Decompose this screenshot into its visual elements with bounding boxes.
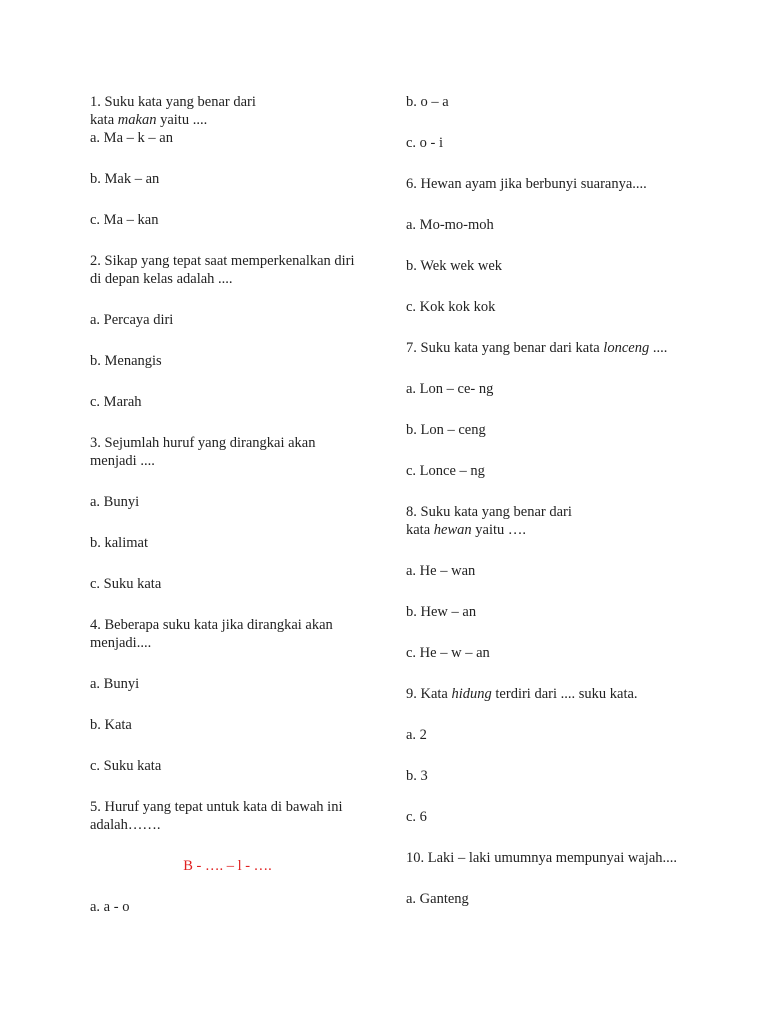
question-1 — [90, 93, 365, 147]
question-10-option-a: a. Ganteng — [406, 891, 469, 907]
question-8-option-b: b. Hew – an — [406, 604, 477, 620]
question-1-option-b: b. Mak – an — [90, 171, 160, 187]
question-5-option-c: c. o - i — [406, 135, 444, 151]
question-1-word: makan — [117, 112, 157, 128]
question-9-option-c: c. 6 — [406, 809, 427, 825]
question-5-pattern: B - …. – l - …. — [183, 858, 272, 874]
question-7-option-a: a. Lon – ce- ng — [406, 381, 494, 397]
question-1-line2 — [90, 111, 365, 129]
question-3-option-a: a. Bunyi — [90, 494, 140, 510]
question-4-option-c: c. Suku kata — [90, 758, 162, 774]
question-9-prefix: 9. Kata — [406, 686, 452, 702]
question-7-suffix: .... — [649, 340, 668, 356]
question-6-option-a: a. Mo-mo-moh — [406, 217, 494, 233]
question-5-option-a: a. a - o — [90, 899, 130, 915]
question-7-word: lonceng — [603, 340, 650, 356]
question-5-text: 5. Huruf yang tepat untuk kata di bawah ini adalah……. — [90, 799, 343, 833]
question-4-option-a: a. Bunyi — [90, 676, 140, 692]
question-8-line1: 8. Suku kata yang benar dari — [406, 504, 572, 520]
question-8-option-c: c. He – w – an — [406, 645, 490, 661]
question-2-option-b: b. Menangis — [90, 353, 162, 369]
question-7-option-c: c. Lonce – ng — [406, 463, 485, 479]
question-4-text: 4. Beberapa suku kata jika dirangkai akan menjadi.... — [90, 617, 333, 651]
question-6-text: 6. Hewan ayam jika berbunyi suaranya.... — [406, 176, 647, 192]
question-8-line2 — [406, 521, 706, 539]
question-1-suffix: yaitu .... — [156, 112, 208, 128]
question-8-option-a: a. He – wan — [406, 563, 476, 579]
question-3-text: 3. Sejumlah huruf yang dirangkai akan menjadi .... — [90, 435, 316, 469]
question-9-option-a: a. 2 — [406, 727, 427, 743]
question-6-option-c: c. Kok kok kok — [406, 299, 496, 315]
question-3-option-c: c. Suku kata — [90, 576, 162, 592]
question-9-suffix: terdiri dari .... suku kata. — [491, 686, 638, 702]
question-8-word: hewan — [433, 522, 472, 538]
question-10-text: 10. Laki – laki umumnya mempunyai wajah.... — [406, 850, 678, 866]
question-1-prefix: kata — [90, 112, 118, 128]
question-9-text — [406, 685, 706, 703]
question-9-option-b: b. 3 — [406, 768, 428, 784]
left-column — [90, 93, 365, 939]
question-1-option-c: c. Ma – kan — [90, 212, 159, 228]
question-2-option-c: c. Marah — [90, 394, 142, 410]
question-3-option-b: b. kalimat — [90, 535, 148, 551]
question-6-option-b: b. Wek wek wek — [406, 258, 503, 274]
question-2-option-a: a. Percaya diri — [90, 312, 174, 328]
question-8-suffix: yaitu …. — [471, 522, 527, 538]
question-1-line1: 1. Suku kata yang benar dari — [90, 94, 256, 110]
question-7-prefix: 7. Suku kata yang benar dari kata — [406, 340, 604, 356]
question-7-option-b: b. Lon – ceng — [406, 422, 486, 438]
right-column — [406, 93, 706, 931]
question-1-option-a: a. Ma – k – an — [90, 130, 173, 146]
question-9-word: hidung — [451, 686, 492, 702]
question-4-option-b: b. Kata — [90, 717, 132, 733]
question-7-text — [406, 339, 706, 357]
question-8-prefix: kata — [406, 522, 434, 538]
question-8 — [406, 503, 706, 539]
question-2-text: 2. Sikap yang tepat saat memperkenalkan diri di depan kelas adalah .... — [90, 253, 355, 287]
question-5-option-b: b. o – a — [406, 94, 449, 110]
